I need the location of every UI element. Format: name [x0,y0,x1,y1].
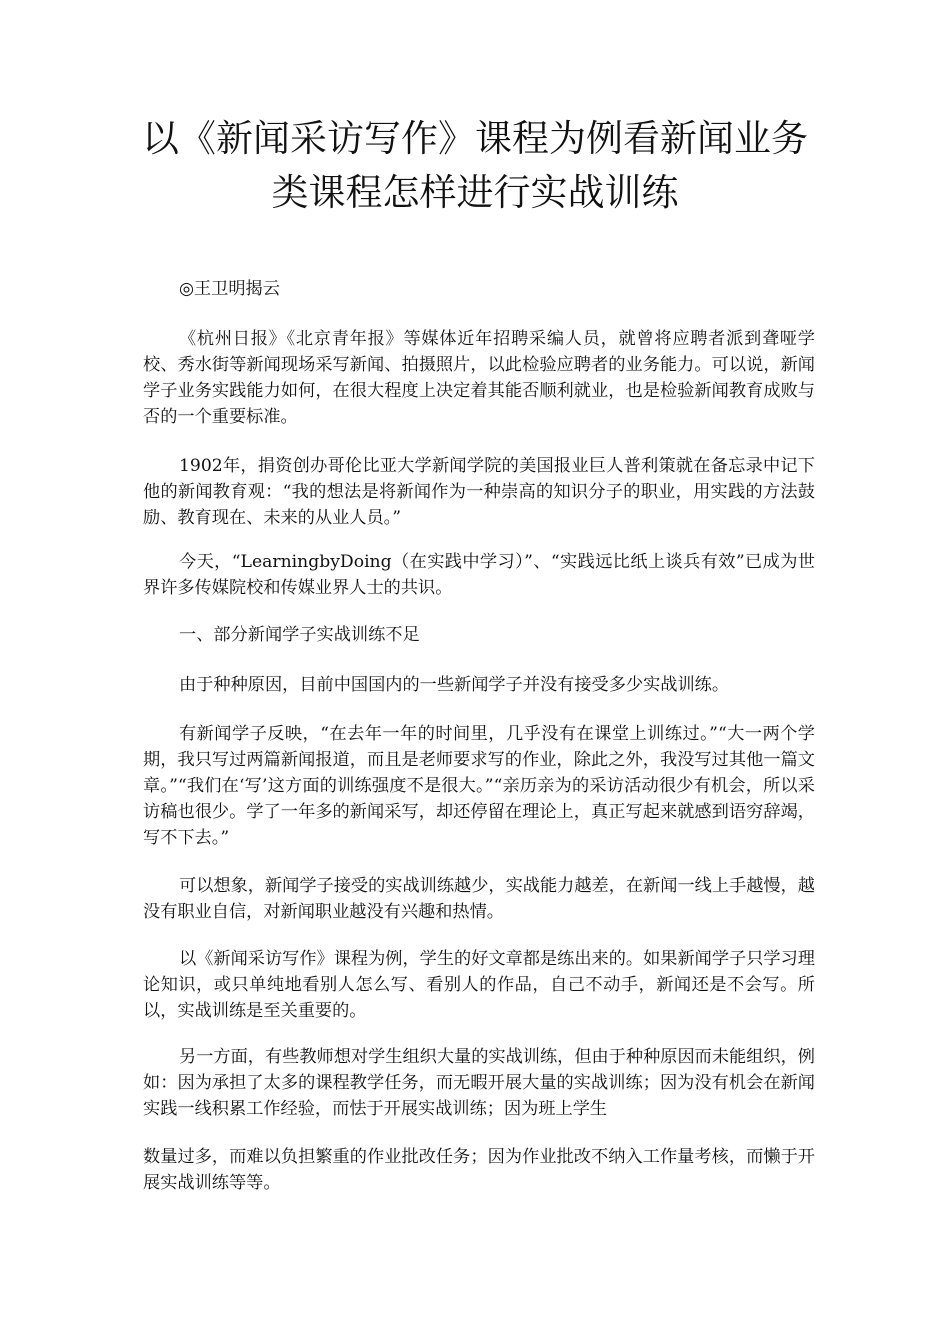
author-line: ◎王卫明揭云 [179,279,280,299]
paragraph-8-continued: 数量过多，而难以负担繁重的作业批改任务；因为作业批改不纳入工作量考核，而懒于开展实战训练等等。 [143,1147,815,1193]
paragraph-3: 今天，“LearningbyDoing（在实践中学习）”、“实践远比纸上谈兵有效”已成为世界许多传媒院校和传媒业界人士的共识。 [143,552,815,598]
document-title: 以《新闻采访写作》课程为例看新闻业务类课程怎样进行实战训练 [142,117,808,214]
paragraph-4: 由于种种原因，目前中国国内的一些新闻学子并没有接受多少实战训练。 [179,675,730,695]
paragraph-7: 以《新闻采访写作》课程为例，学生的好文章都是练出来的。如果新闻学子只学习理论知识，或只单纯地看别人怎么写、看别人的作品，自己不动手，新闻还是不会写。所以，实战训练是至关重要的。 [143,949,815,1021]
paragraph-5: 有新闻学子反映，“在去年一年的时间里，几乎没有在课堂上训练过。”“大一两个学期，我只写过两篇新闻报道，而且是老师要求写的作业，除此之外，我没写过其他一篇文章。”“我们在‘写’这方面的训练强度不是很大。”“亲历亲为的采访活动很少有机会，所以采访稿也很少。学了一年多的新闻采写，却还停留在理论上，真正写起来就感到语穷辞竭，写不下去。” [143,724,815,848]
paragraph-2: 1902年，捐资创办哥伦比亚大学新闻学院的美国报业巨人普利策就在备忘录中记下他的新闻教育观：“我的想法是将新闻作为一种崇高的知识分子的职业，用实践的方法鼓励、教育现在、未来的从业人员。” [143,456,815,528]
section-heading-1: 一、部分新闻学子实战训练不足 [179,625,420,645]
paragraph-6: 可以想象，新闻学子接受的实战训练越少，实战能力越差，在新闻一线上手越慢，越没有职业自信，对新闻职业越没有兴趣和热情。 [143,876,815,922]
paragraph-8: 另一方面，有些教师想对学生组织大量的实战训练，但由于种种原因而未能组织，例如：因为承担了太多的课程教学任务，而无暇开展大量的实战训练；因为没有机会在新闻实践一线积累工作经验，而怯于开展实战训练；因为班上学生 [143,1047,815,1119]
paragraph-1: 《杭州日报》《北京青年报》等媒体近年招聘采编人员，就曾将应聘者派到聋哑学校、秀水街等新闻现场采写新闻、拍摄照片，以此检验应聘者的业务能力。可以说，新闻学子业务实践能力如何，在很大程度上决定着其能否顺利就业，也是检验新闻教育成败与否的一个重要标准。 [143,329,815,427]
